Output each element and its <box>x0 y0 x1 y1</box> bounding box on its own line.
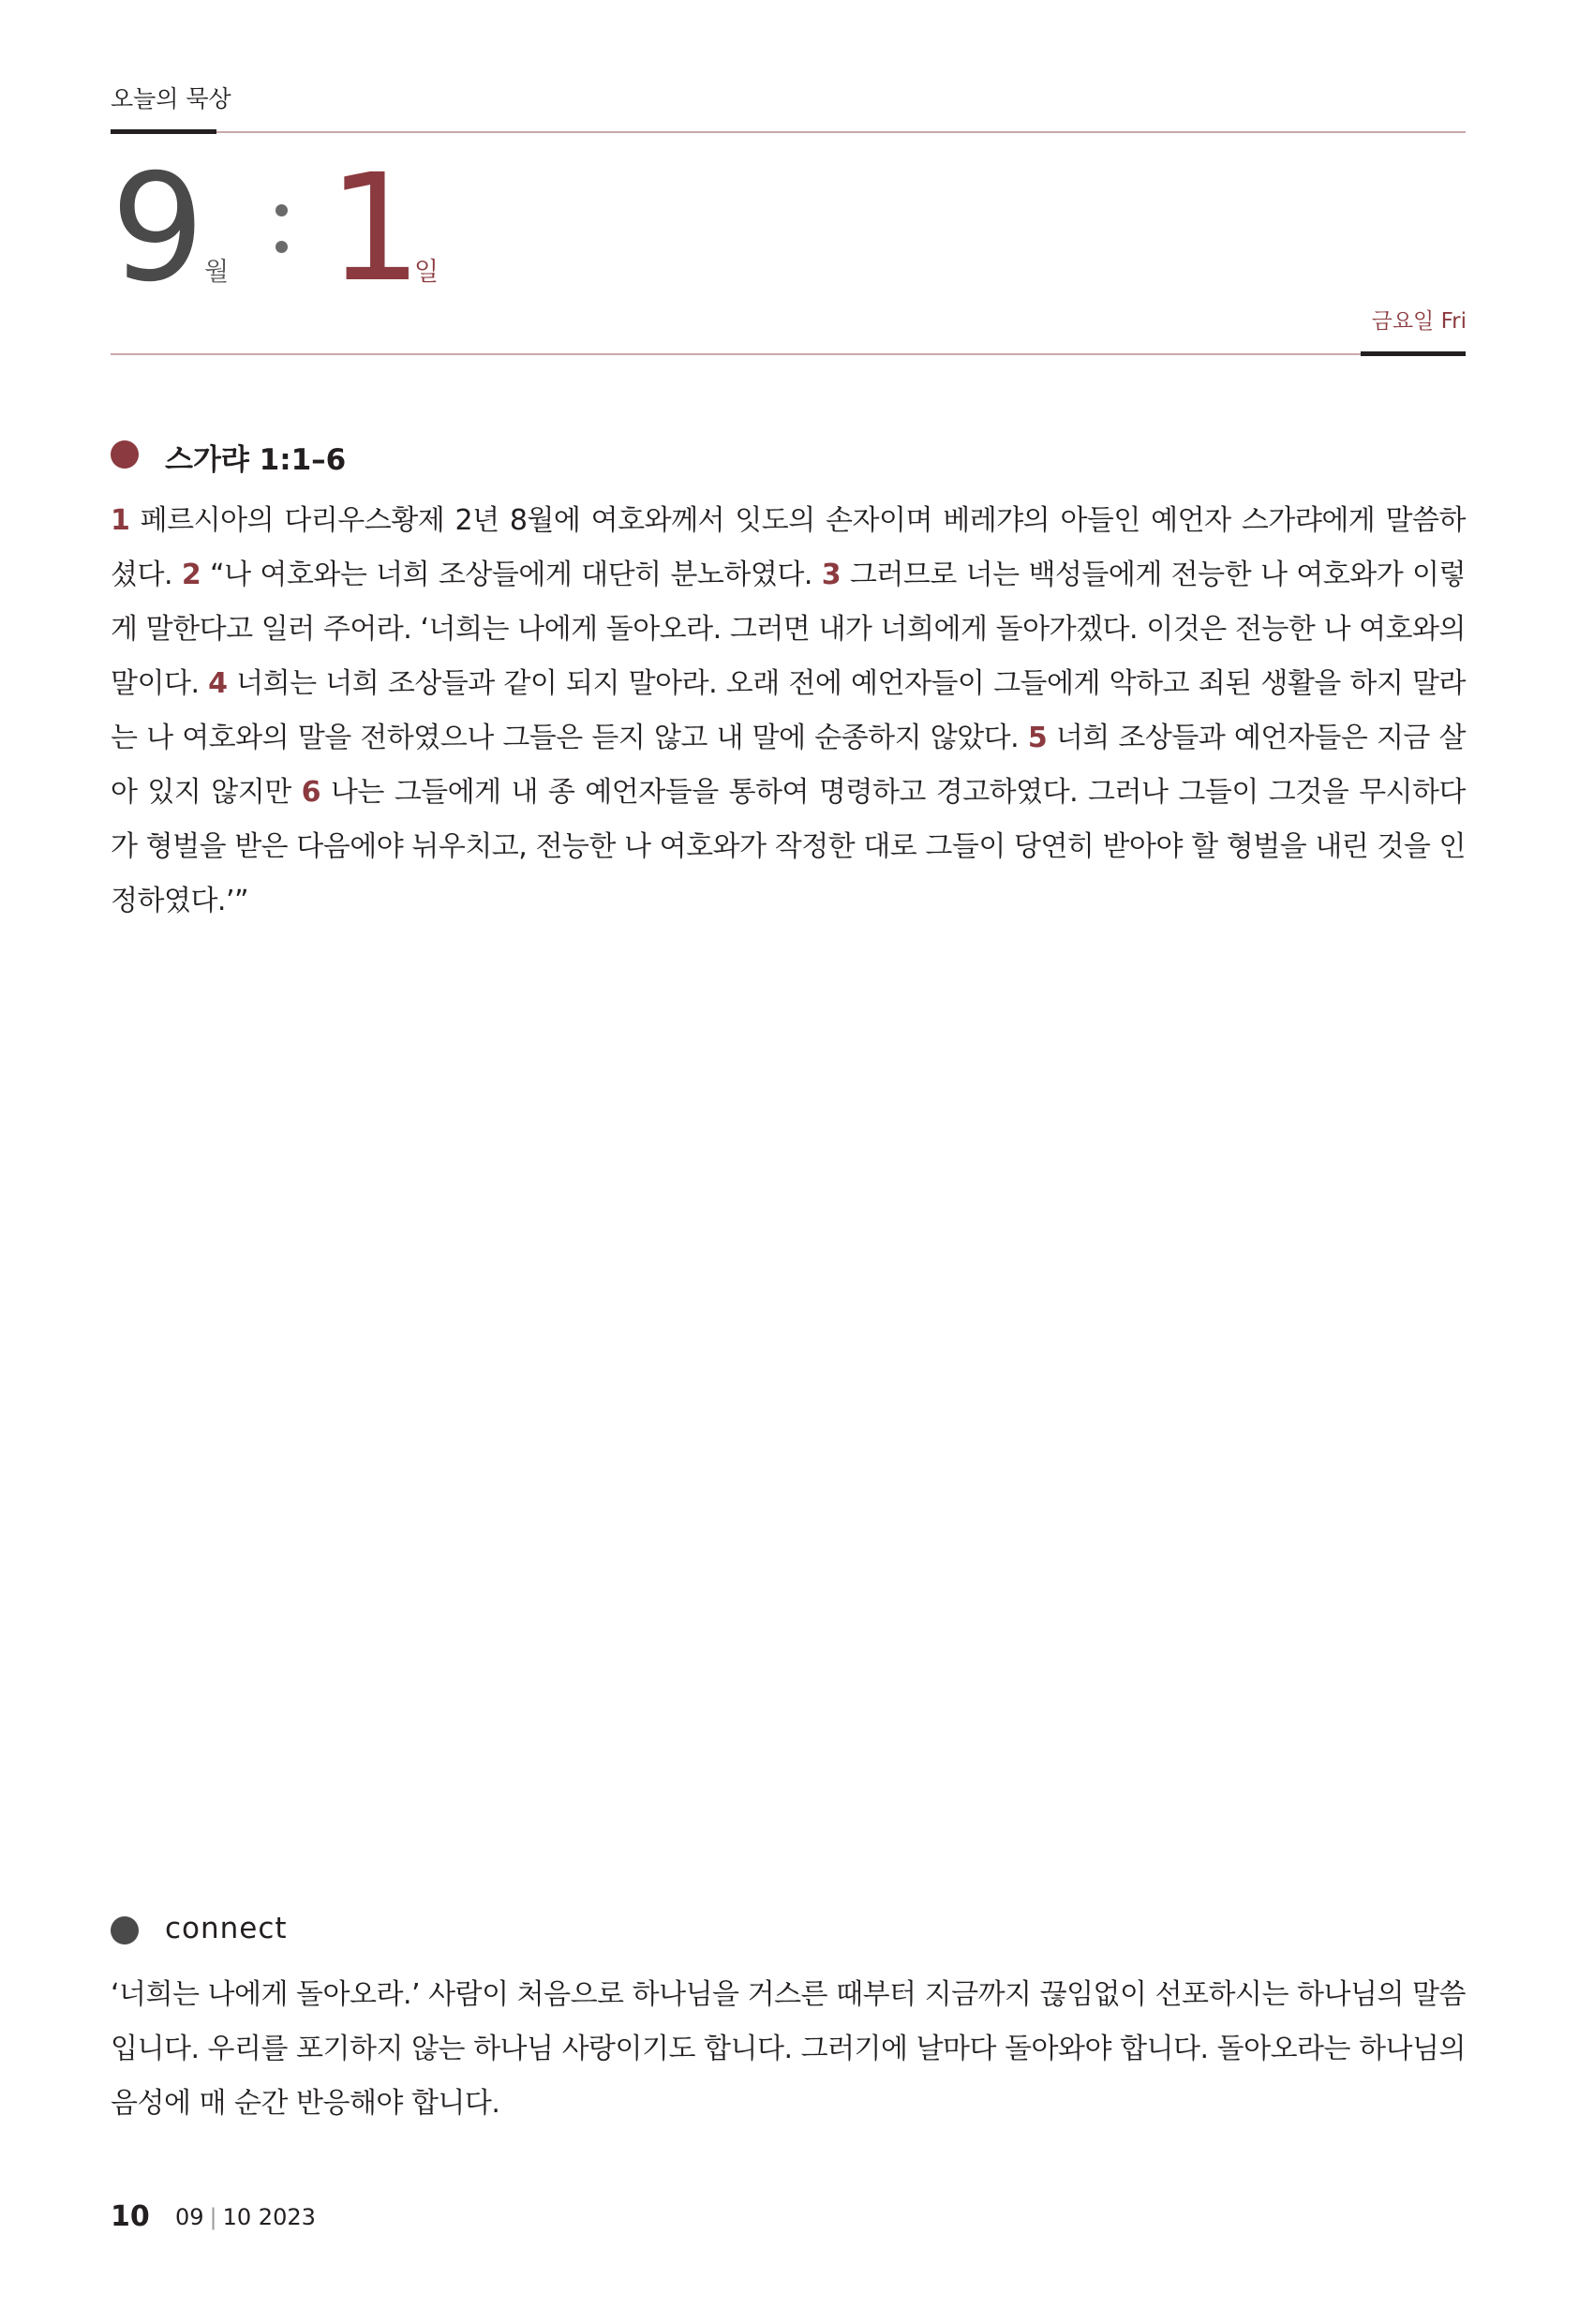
weekday-label: 금요일 Fri <box>1371 309 1467 334</box>
verse-number: 6 <box>301 776 320 809</box>
verse-text: 나는 그들에게 내 종 예언자들을 통하여 명령하고 경고하였다. 그러나 그들이 그것을 무시하다가 형벌을 받은 다음에야 뉘우치고, 전능한 나 여호와가 작정한 대로 그들이 당연히 받아야 할 형벌을 내린 것을 인정하였다.’” <box>111 776 1466 917</box>
date-divider-accent <box>1361 351 1466 356</box>
connect-bullet-icon <box>111 1916 139 1944</box>
verse-number: 1 <box>111 504 130 537</box>
month-number: 9 <box>111 142 201 315</box>
issue-rest: 10 2023 <box>222 2204 316 2230</box>
connect-heading: connect <box>165 1912 288 1945</box>
verse-number: 3 <box>821 559 842 591</box>
scripture-reference: 스가랴 1:1–6 <box>165 443 347 477</box>
verse-text: “나 여호와는 너희 조상들에게 대단히 분노하였다. <box>201 559 822 591</box>
connect-paragraph: ‘너희는 나에게 돌아오라.’ 사람이 처음으로 하나님을 거스른 때부터 지금까지 끊임없이 선포하시는 하나님의 말씀입니다. 우리를 포기하지 않는 하나님 사랑이기도 합니다. 그러기에 날마다 돌아와야 합니다. 돌아오라는 하나님의 음성에 매 순간 반응해야 합니다. <box>111 1978 1466 2120</box>
verse-text: 그러므로 너는 백성들에게 전능한 나 여호와가 이렇게 말한다고 일러 주어라. ‘너희는 나에게 돌아오라. 그러면 내가 너희에게 돌아가겠다. 이것은 전능한 나 여호와의 말이다. <box>111 559 1466 700</box>
date-separator-dot <box>276 241 288 253</box>
issue-info <box>175 2204 316 2230</box>
day-unit: 일 <box>414 258 439 287</box>
date-divider <box>111 353 1466 355</box>
date-separator-dot <box>276 204 288 216</box>
verse-text: 너희 조상들과 예언자들은 지금 살아 있지 않지만 <box>111 722 1466 809</box>
scripture-bullet-icon <box>111 440 139 469</box>
scripture-passage <box>111 494 1466 929</box>
header-divider <box>111 131 1466 133</box>
day-number: 1 <box>328 142 419 315</box>
header-divider-accent <box>111 129 216 134</box>
verse-text: 페르시아의 다리우스황제 2년 8월에 여호와께서 잇도의 손자이며 베레갸의 아들인 예언자 스가랴에게 말씀하셨다. <box>111 504 1466 591</box>
page-number: 10 <box>111 2200 150 2233</box>
verse-number: 5 <box>1027 722 1048 754</box>
issue-month: 09 <box>175 2204 204 2230</box>
verse-number: 4 <box>208 667 228 700</box>
verse-text: 너희는 너희 조상들과 같이 되지 말아라. 오래 전에 예언자들이 그들에게 악하고 죄된 생활을 하지 말라는 나 여호와의 말을 전하였으나 그들은 듣지 않고 내 말에 순종하지 않았다. <box>111 667 1467 754</box>
issue-separator: | <box>209 2204 217 2230</box>
verse-number: 2 <box>181 559 201 591</box>
section-header-label: 오늘의 묵상 <box>111 85 231 112</box>
month-unit: 월 <box>204 258 230 287</box>
